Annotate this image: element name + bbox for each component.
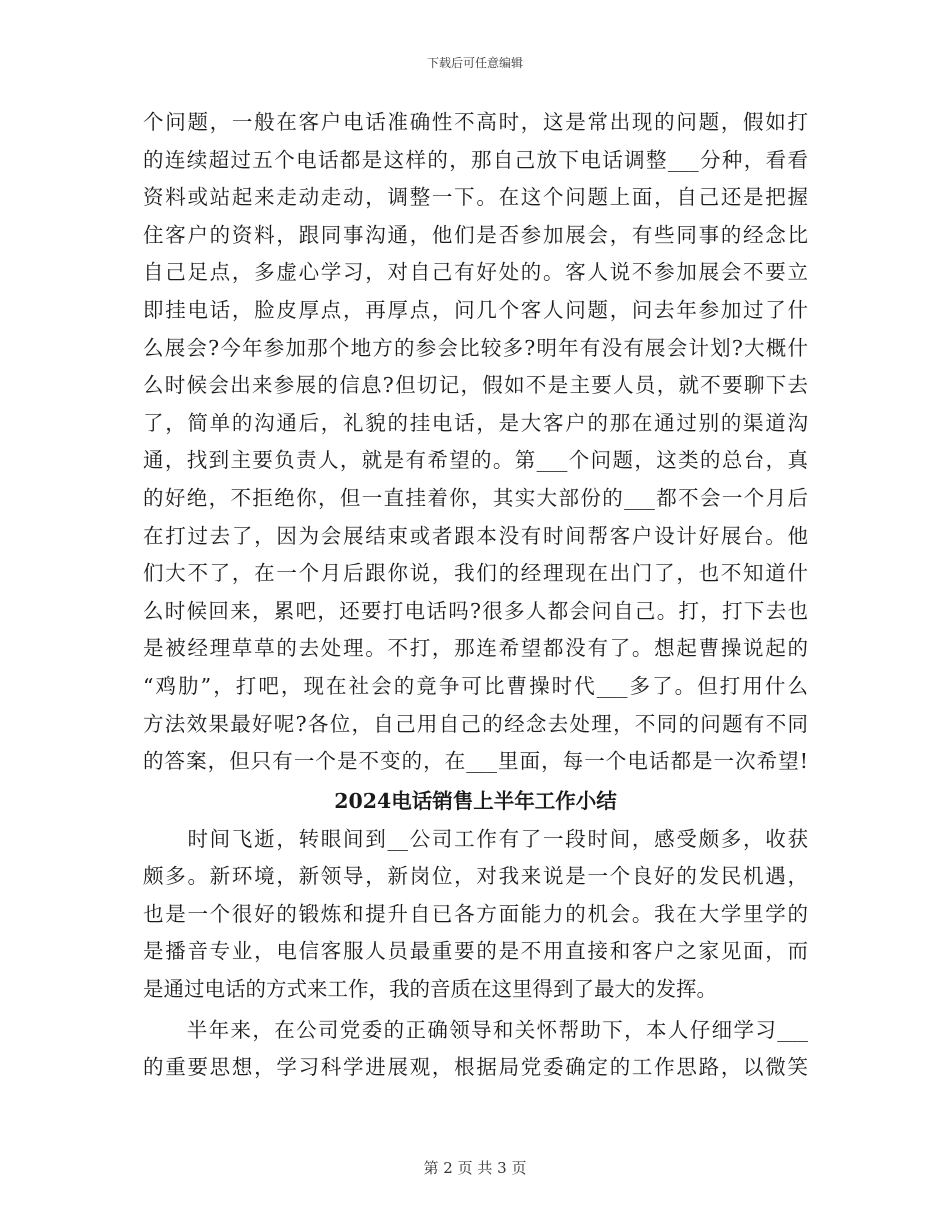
text-line: 自己足点，多虚心学习，对自己有好处的。客人说不参加展会不要立 [143,260,808,285]
text-line: 的答案，但只有一个是不变的，在___里面，每一个电话都是一次希望! [143,749,808,774]
text-line: 住客户的资料，跟同事沟通，他们是否参加展会，有些同事的经念比 [143,222,808,247]
text-line: 了，简单的沟通后，礼貌的挂电话，是大客户的那在通过别的渠道沟 [143,410,808,435]
document-body [143,104,808,1087]
text-line: 半年来，在公司党委的正确领导和关怀帮助下，本人仔细学习___ [143,1017,808,1042]
text-line: 么展会?今年参加那个地方的参会比较多?明年有没有展会计划?大概什 [143,335,808,360]
text-line: 通，找到主要负责人，就是有希望的。第___个问题，这类的总台，真 [143,448,808,473]
text-line: 时间飞逝，转眼间到__公司工作有了一段时间，感受颇多，收获 [143,826,808,851]
text-line: 是被经理草草的去处理。不打，那连希望都没有了。想起曹操说起的 [143,636,808,661]
text-line: 方法效果最好呢?各位，自己用自己的经念去处理，不同的问题有不同 [143,711,808,736]
paragraph-2 [143,821,808,1009]
text-line: 么时候回来，累吧，还要打电话吗?很多人都会问自己。打，打下去也 [143,598,808,623]
page-header-note: 下载后可任意编辑 [426,56,523,70]
paragraph-1 [143,104,808,781]
text-line: “鸡肋”，打吧，现在社会的竟争可比曹操时代___多了。但打用什么 [143,673,808,698]
text-line: 的重要思想，学习科学进展观，根据局党委确定的工作思路，以微笑 [143,1055,808,1080]
text-line: 即挂电话，脸皮厚点，再厚点，问几个客人问题，问去年参加过了什 [143,297,808,322]
text-line: 也是一个很好的锻炼和提升自已各方面能力的机会。我在大学里学的 [143,901,808,926]
text-line: 是播音专业，电信客服人员最重要的是不用直接和客户之家见面，而 [143,939,808,964]
text-line: 的好绝，不拒绝你，但一直挂着你，其实大部份的___都不会一个月后 [143,485,808,510]
text-line: 的连续超过五个电话都是这样的，那自己放下电话调整___分种，看看 [143,147,808,172]
text-line: 在打过去了，因为会展结束或者跟本没有时间帮客户设计好展台。他 [143,523,808,548]
page-number: 第 2 页 共 3 页 [423,1159,527,1177]
text-line: 么时候会出来参展的信息?但切记，假如不是主要人员，就不要聊下去 [143,373,808,398]
text-line: 资料或站起来走动走动，调整一下。在这个问题上面，自己还是把握 [143,185,808,210]
text-line: 个问题，一般在客户电话准确性不高时，这是常出现的问题，假如打 [143,110,808,134]
text-line: 是通过电话的方式来工作，我的音质在这里得到了最大的发挥。 [143,977,717,1002]
paragraph-3 [143,1012,808,1087]
section-title: 2024电话销售上半年工作小结 [334,788,617,813]
text-line: 颇多。新环境，新领导，新岗位，对我来说是一个良好的发民机遇， [143,864,808,889]
text-line: 们大不了，在一个月后跟你说，我们的经理现在出门了，也不知道什 [143,561,808,586]
